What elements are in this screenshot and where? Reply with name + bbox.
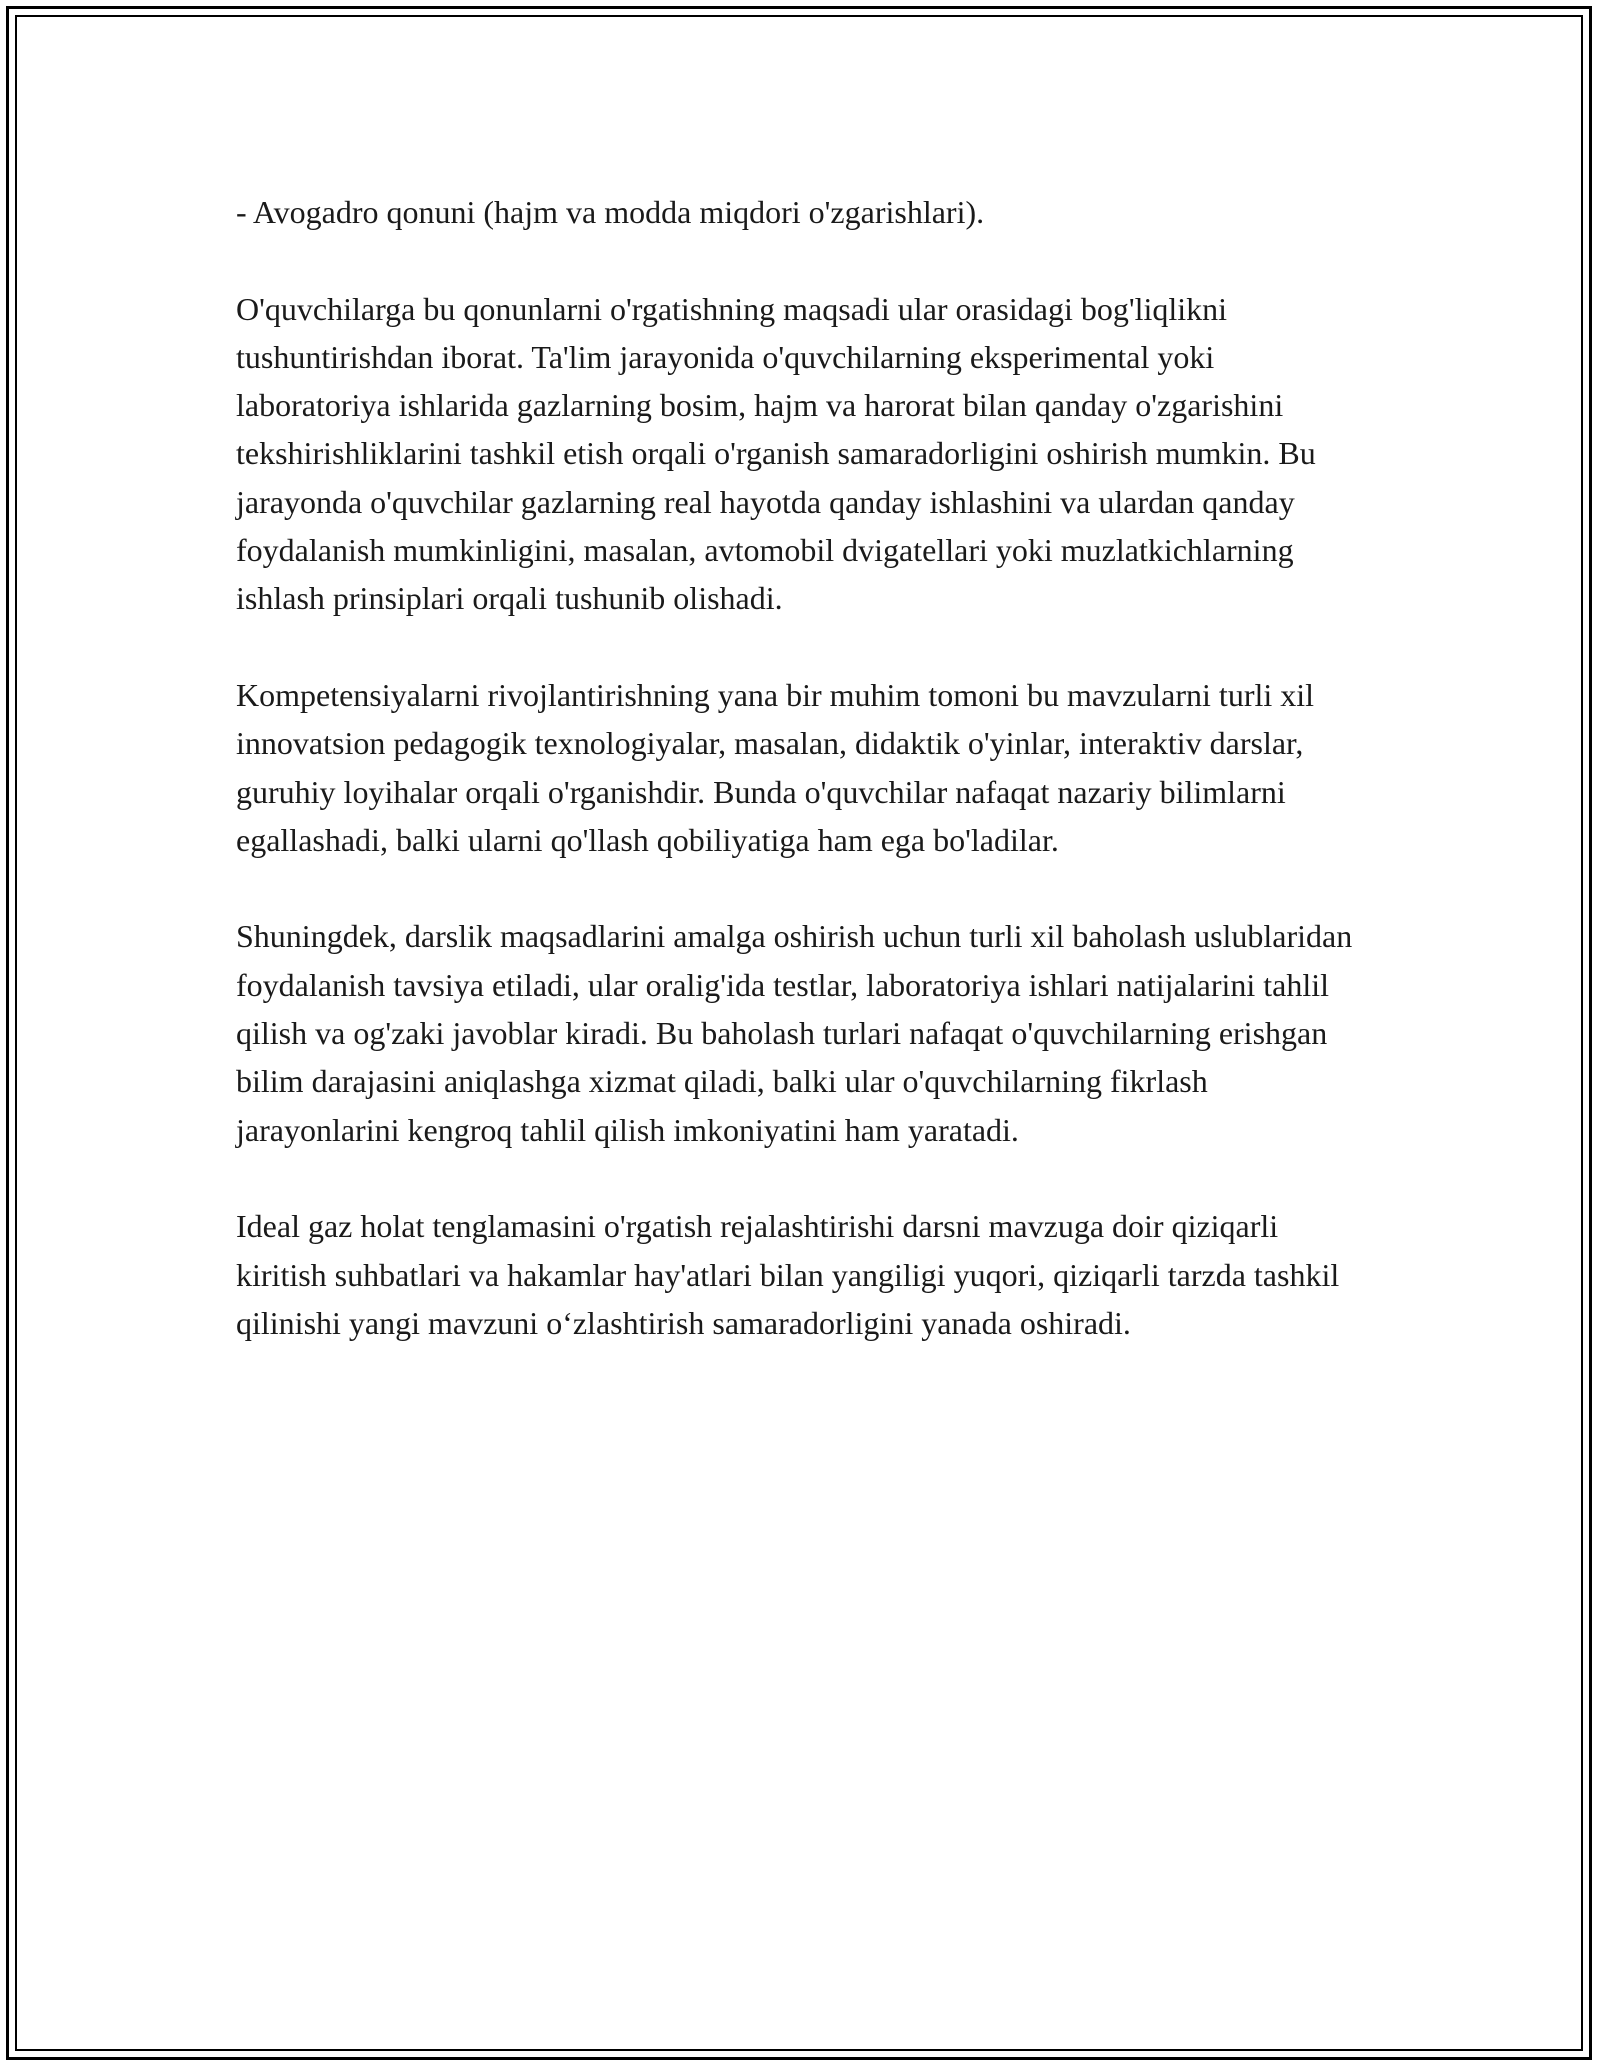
paragraph-ideal-gas: Ideal gaz holat tenglamasini o'rgatish rejalashtirishi darsni mavzuga doir qiziqarli kiritish suhbatlari va hakamlar hay'atlari bilan yangiligi yuqori, qiziqarli tarzda tashkil qilinishi yangi mavzuni o‘zlashtirish samaradorligini yanada oshiradi. [236,1208,1340,1341]
paragraph-assessment: Shuningdek, darslik maqsadlarini amalga oshirish uchun turli xil baholash uslublaridan foydalanish tavsiya etiladi, ular oralig'ida testlar, laboratoriya ishlari natijalarini tahlil qilish va og'zaki javoblar kiradi. Bu baholash turlari nafaqat o'quvchilarning erishgan bilim darajasini aniqlashga xizmat qiladi, balki ular o'quvchilarning fikrlash jarayonlarini kengroq tahlil qilish imkoniyatini ham yaratadi. [236,918,1353,1148]
paragraph-competencies: Kompetensiyalarni rivojlantirishning yana bir muhim tomoni bu mavzularni turli xil innovatsion pedagogik texnologiyalar, masalan, didaktik o'yinlar, interaktiv darslar, guruhiy loyihalar orqali o'rganishdir. Bunda o'quvchilar nafaqat nazariy bilimlarni egallashadi, balki ularni qo'llash qobiliyatiga ham ega bo'ladilar. [236,676,1315,858]
document-body [236,188,1376,1395]
paragraph-objective: O'quvchilarga bu qonunlarni o'rgatishning maqsadi ular orasidagi bog'liqlikni tushuntirishdan iborat. Ta'lim jarayonida o'quvchilarning eksperimental yoki laboratoriya ishlarida gazlarning bosim, hajm va harorat bilan qanday o'zgarishini tekshirishliklarini tashkil etish orqali o'rganish samaradorligini oshirish mumkin. Bu jarayonda o'quvchilar gazlarning real hayotda qanday ishlashini va ulardan qanday foydalanish mumkinligini, masalan, avtomobil dvigatellari yoki muzlatkichlarning ishlash prinsiplari orqali tushunib olishadi. [236,290,1316,617]
list-item-avogadro: - Avogadro qonuni (hajm va modda miqdori o'zgarishlari). [236,194,985,230]
